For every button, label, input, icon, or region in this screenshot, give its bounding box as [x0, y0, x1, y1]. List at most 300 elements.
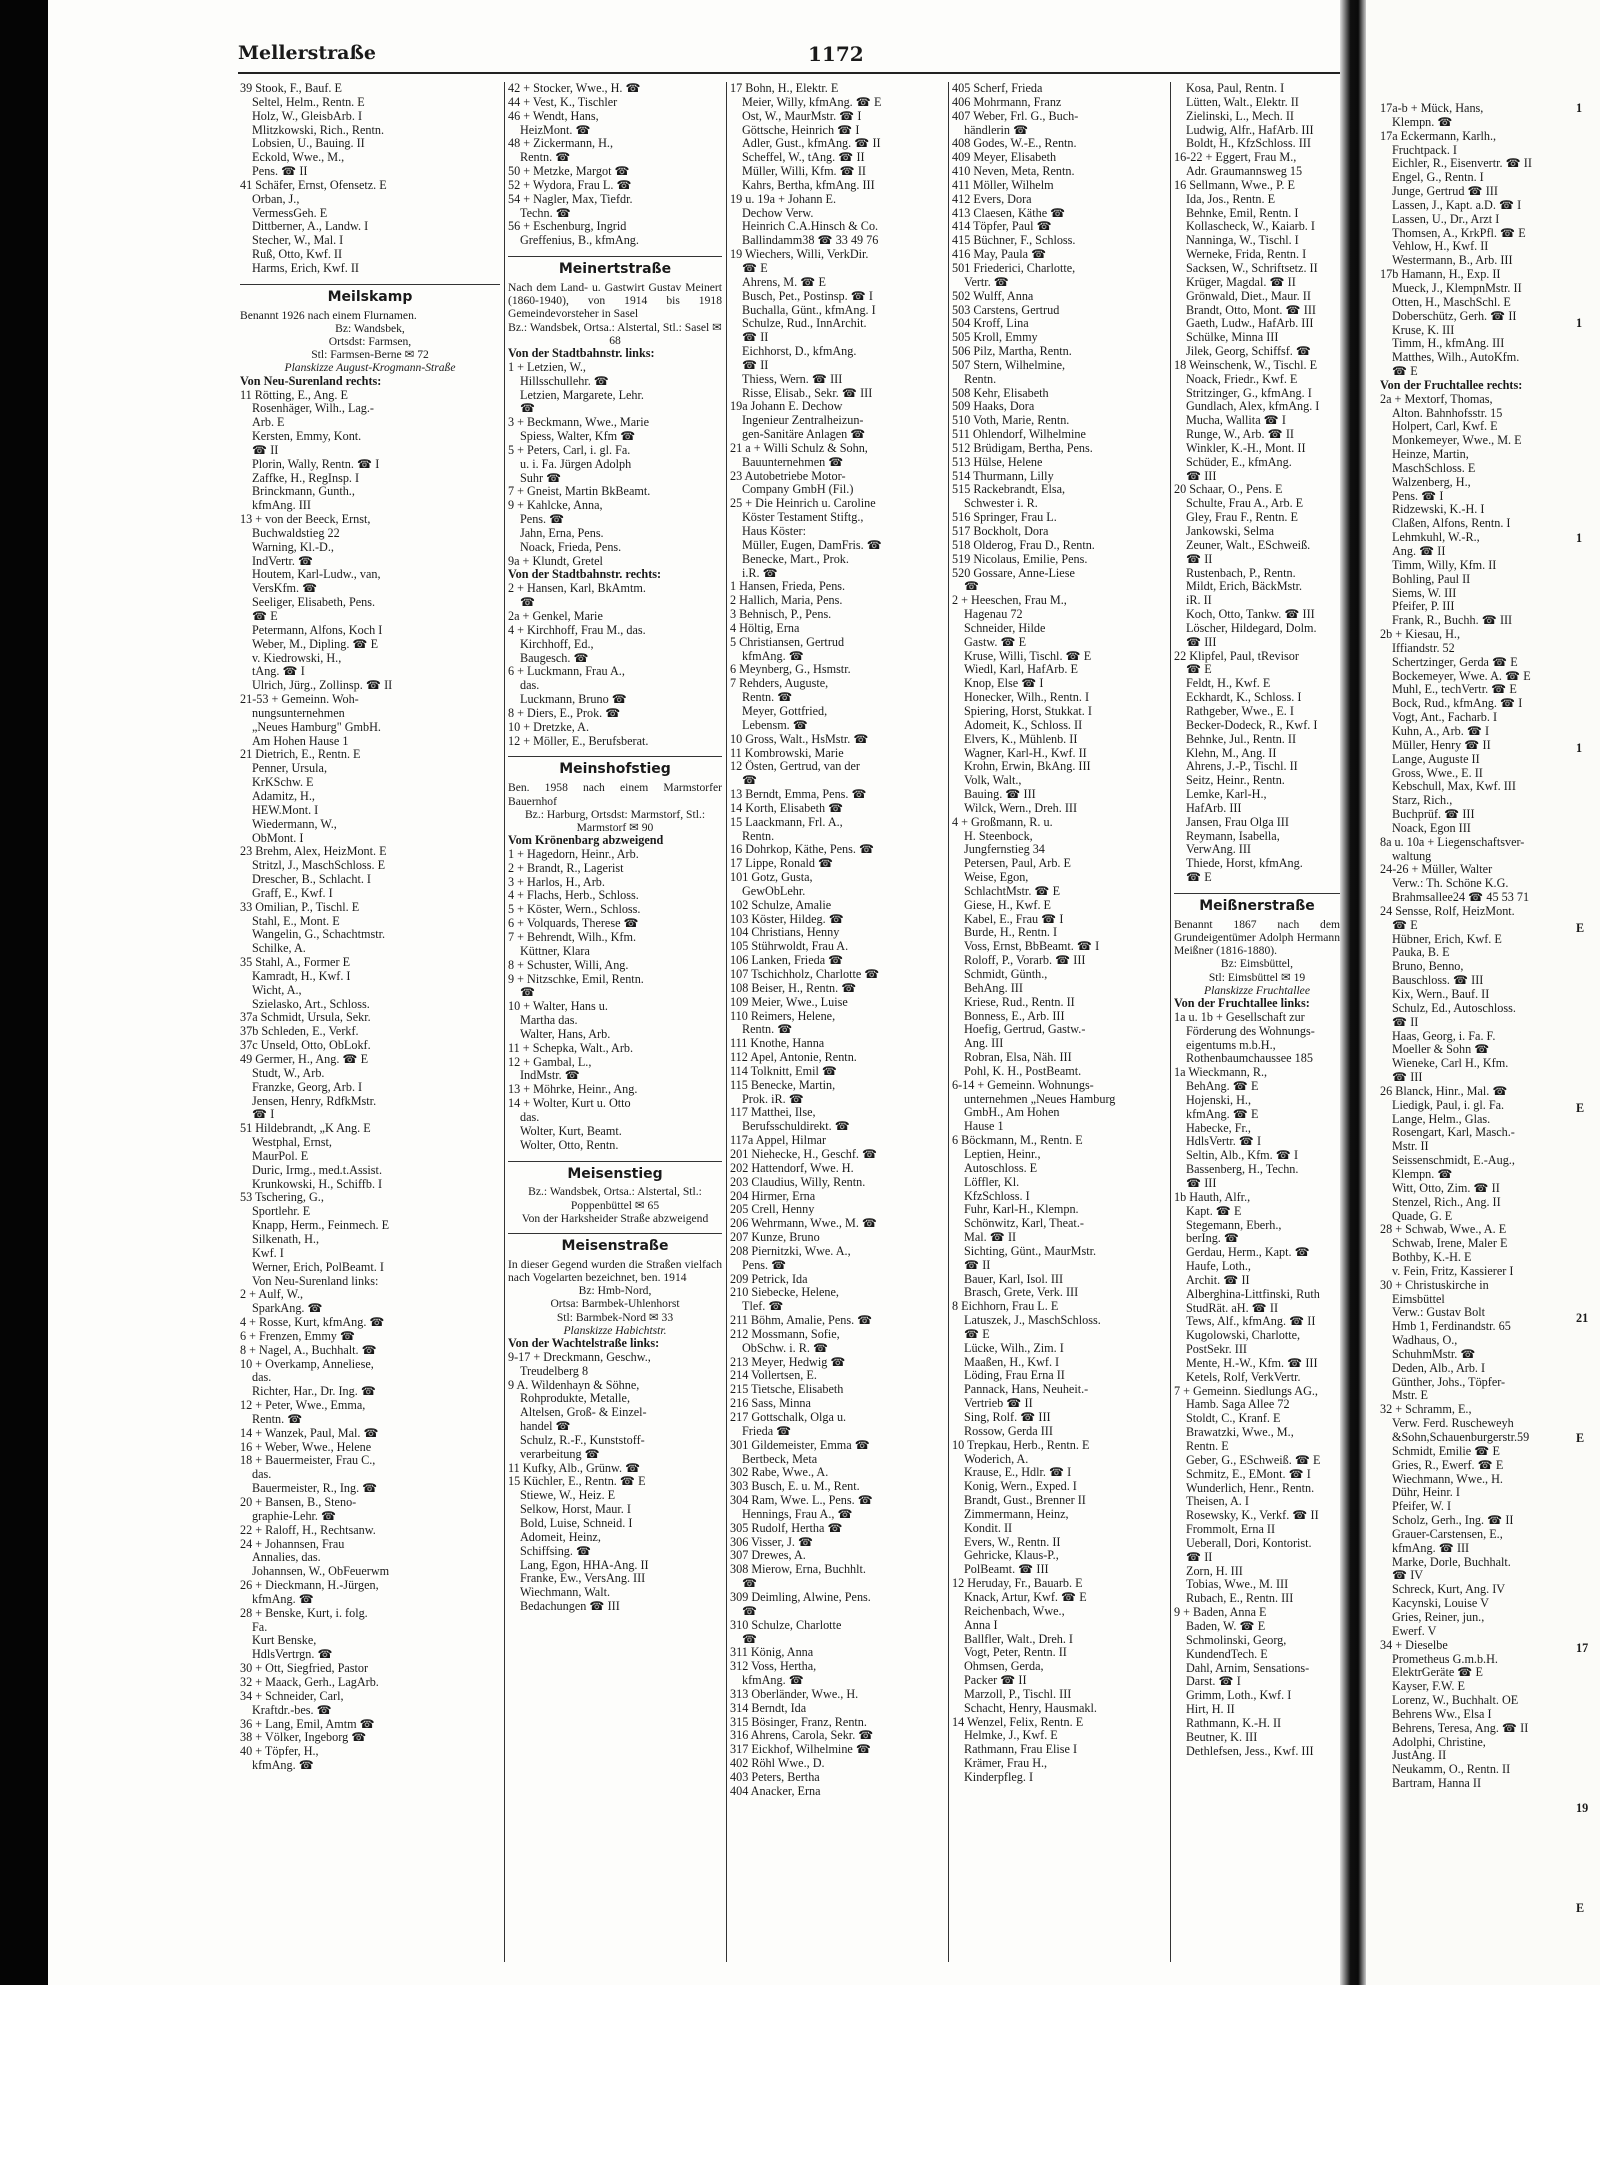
directory-entry: ☎ III [1392, 1071, 1423, 1085]
directory-entry: 2 + Aulf, W., [240, 1288, 304, 1302]
directory-entry: Matthes, Wilh., AutoKfm. [1392, 351, 1520, 365]
directory-entry: Lemke, Karl-H., [1186, 788, 1267, 802]
directory-entry: Ang. ☎ II [1392, 545, 1446, 558]
directory-entry: Walter, Hans, Arb. [520, 1027, 611, 1041]
directory-entry: Voss, Ernst, BbBeamt. ☎ I [964, 940, 1100, 954]
directory-entry: 17 Lippe, Ronald ☎ [730, 857, 834, 871]
directory-entry: 312 Voss, Hertha, [730, 1660, 817, 1674]
directory-entry: Gries, R., Ewerf. ☎ E [1392, 1458, 1504, 1472]
directory-entry: Selkow, Horst, Maur. I [520, 1503, 631, 1517]
directory-entry: 11 Kufky, Alb., Grünw. ☎ [508, 1461, 641, 1475]
directory-entry: Kahrs, Bertha, kfmAng. III [742, 178, 875, 192]
directory-entry: Ewerf. V [1392, 1624, 1437, 1638]
directory-entry: Bedachungen ☎ III [520, 1600, 620, 1614]
directory-entry: Kugolowski, Charlotte, [1186, 1329, 1301, 1343]
directory-entry: 28 + Schwab, Wwe., A. E [1380, 1223, 1507, 1237]
directory-entry: ☎ II [252, 443, 279, 457]
directory-entry: 515 Rackebrandt, Elsa, [952, 483, 1066, 497]
directory-entry: Gastw. ☎ E [964, 635, 1027, 649]
directory-entry: iR. II [1186, 594, 1212, 608]
plan-sketch-reference: Planskizze August-Krogmann-Straße [284, 361, 456, 375]
directory-entry: 10 + Walter, Hans u. [508, 1000, 608, 1014]
directory-entry: Bonness, E., Arb. III [964, 1009, 1065, 1023]
directory-entry: 519 Nicolaus, Emilie, Pens. [952, 552, 1088, 566]
directory-entry: IndVertr. ☎ [252, 554, 314, 568]
directory-entry: 217 Gottschalk, Olga u. [730, 1411, 847, 1424]
directory-entry: 16 Sellmann, Wwe., P. E [1174, 178, 1295, 192]
directory-entry: Franke, Ew., VersAng. III [520, 1572, 646, 1586]
directory-entry: ☎ E [1186, 871, 1212, 885]
directory-entry: Knapp, Herm., Feinmech. E [252, 1219, 390, 1233]
plan-sketch-reference: Planskizze Fruchtallee [1204, 983, 1310, 997]
directory-entry: 9 A. Wildenhayn & Söhne, [508, 1378, 640, 1392]
directory-entry: Günther, Johs., Töpfer- [1392, 1375, 1506, 1389]
directory-entry: Gundlach, Alex, kfmAng. I [1186, 400, 1320, 414]
directory-entry: Seltin, Alb., Kfm. ☎ I [1186, 1149, 1299, 1163]
directory-entry: 306 Visser, J. ☎ [730, 1535, 814, 1549]
directory-entry: Ketels, Rolf, VerkVertr. [1186, 1370, 1301, 1384]
section-direction-label: Von Neu-Surenland rechts: [240, 374, 382, 388]
directory-entry: Doberschütz, Gerh. ☎ II [1392, 309, 1517, 323]
directory-entry: Rentn. ☎ [742, 1023, 793, 1037]
directory-entry: 513 Hülse, Helene [952, 455, 1043, 469]
directory-column-1 [240, 82, 500, 1972]
directory-entry: Junge, Gertrud ☎ III [1392, 185, 1498, 199]
directory-entry: 10 Gross, Walt., HsMstr. ☎ [730, 732, 869, 746]
directory-entry: Alberghina-Littfinski, Ruth [1186, 1287, 1320, 1301]
directory-entry: 13 Berndt, Emma, Pens. ☎ [730, 788, 867, 802]
directory-entry: Rohprodukte, Metalle, [520, 1392, 631, 1406]
directory-entry: Rentn. [964, 372, 997, 386]
directory-entry: 1 + Letzien, W., [508, 360, 586, 374]
directory-column-3 [730, 82, 944, 1972]
directory-entry: Scholz, Gerh., Ing. ☎ II [1392, 1514, 1514, 1528]
directory-entry: Thiess, Wern. ☎ III [742, 372, 843, 386]
directory-entry: Otten, H., MaschSchl. E [1392, 295, 1511, 309]
directory-entry: 216 Sass, Minna [730, 1397, 811, 1411]
directory-entry: Haufe, Loth., [1186, 1260, 1251, 1274]
directory-entry: Ulrich, Jürg., Zollinsp. ☎ II [252, 679, 393, 693]
directory-entry: MaurPol. E [252, 1149, 309, 1163]
directory-entry: Ahrens, J.-P., Tischl. II [1186, 760, 1298, 774]
directory-entry: Wiechmann, Walt. [520, 1586, 611, 1600]
street-district-info: Bz: Eimsbüttel, [1220, 957, 1294, 971]
section-direction-label: Vom Krönenbarg abzweigend [508, 834, 664, 848]
directory-entry: 305 Rudolf, Hertha ☎ [730, 1521, 843, 1535]
directory-entry: Vogt, Peter, Rentn. II [964, 1646, 1067, 1660]
directory-entry: Lange, Auguste II [1392, 752, 1480, 766]
directory-entry: 203 Claudius, Willy, Rentn. [730, 1175, 866, 1189]
directory-entry: Richter, Har., Dr. Ing. ☎ [252, 1385, 377, 1399]
directory-entry: Hirt, H. II [1186, 1703, 1235, 1717]
directory-entry: 34 + Schneider, Carl, [240, 1689, 344, 1703]
directory-entry: 18 + Bauermeister, Frau C., [240, 1454, 376, 1468]
directory-entry: Bauschloss. ☎ III [1392, 974, 1484, 988]
directory-entry: Schreck, Kurt, Ang. IV [1392, 1583, 1506, 1597]
directory-entry: Brandt, Otto, Mont. ☎ III [1186, 303, 1316, 317]
directory-entry: BehAng. ☎ E [1186, 1080, 1259, 1094]
directory-entry: 7 Rehders, Auguste, [730, 677, 829, 691]
directory-entry: 520 Gossare, Anne-Liese [952, 566, 1075, 580]
directory-entry: Kuhn, A., Arb. ☎ I [1392, 724, 1490, 738]
facing-page-fragment: 1 [1576, 741, 1583, 755]
directory-entry: 512 Brüdigam, Bertha, Pens. [952, 441, 1093, 455]
directory-entry: Marke, Dorle, Buchhalt. [1392, 1555, 1511, 1569]
directory-entry: Woderich, A. [964, 1452, 1029, 1466]
directory-entry: Sportlehr. E [252, 1205, 311, 1219]
directory-entry: 12 + Gambal, L., [508, 1055, 592, 1069]
directory-entry: ☎ E [1392, 365, 1418, 379]
directory-entry: Quade, G. E [1392, 1209, 1453, 1223]
directory-entry: KrKSchw. E [252, 776, 314, 790]
directory-entry: kfmAng. III [252, 499, 311, 513]
directory-entry: Walzenberg, H., [1392, 475, 1471, 489]
directory-entry: Buchalla, Günt., kfmAng. I [742, 303, 876, 317]
directory-entry: das. [520, 1110, 540, 1124]
directory-entry: Meyer, Gottfried, [742, 704, 828, 718]
directory-entry: 26 Blanck, Hinr., Mal. ☎ [1380, 1084, 1508, 1098]
directory-entry: Dittberner, A., Landw. I [252, 220, 369, 234]
directory-entry: ☎ IV [1392, 1569, 1424, 1583]
street-heading: Meinertstraße [508, 256, 722, 277]
directory-entry: Darst. ☎ I [1186, 1675, 1241, 1689]
directory-entry: 6 + Luckmann, Frau A., [508, 665, 625, 679]
directory-entry: Haus Köster: [742, 525, 806, 538]
directory-entry: Frank, R., Buchh. ☎ III [1392, 614, 1513, 628]
directory-entry: Neukamm, O., Rentn. II [1392, 1763, 1511, 1777]
facing-page-fragment: E [1576, 1101, 1585, 1115]
directory-entry: Spiering, Horst, Stukkat. I [964, 704, 1092, 718]
directory-page [48, 0, 1340, 1985]
directory-entry: Geber, G., ESchweiß. ☎ E [1186, 1453, 1321, 1467]
directory-entry: 32 + Maack, Gerh., LagArb. [240, 1675, 379, 1689]
directory-entry: SchuhmMstr. ☎ [1392, 1347, 1476, 1361]
directory-entry: Pens. ☎ [520, 513, 565, 527]
directory-entry: Brahmsallee24 ☎ 45 53 71 [1392, 891, 1530, 905]
directory-entry: Westermann, B., Arb. III [1392, 254, 1513, 268]
directory-entry: Frieda ☎ [742, 1424, 792, 1438]
directory-entry: Bauing. ☎ III [964, 788, 1036, 802]
directory-entry: Vogt, Ant., Facharb. I [1392, 711, 1498, 725]
directory-entry: ☎ [964, 580, 980, 594]
directory-entry: 101 Gotz, Gusta, [730, 871, 813, 885]
street-heading: Meisenstieg [508, 1161, 722, 1182]
directory-entry: Hoefig, Gertrud, Gastw.- [964, 1023, 1086, 1037]
directory-entry: 14 Wenzel, Felix, Rentn. E [952, 1715, 1084, 1729]
directory-entry: Schwester i. R. [964, 497, 1038, 511]
directory-entry: 206 Wehrmann, Wwe., M. ☎ [730, 1217, 878, 1231]
directory-entry: Nanninga, W., Tischl. I [1186, 234, 1299, 248]
directory-entry: Grönwald, Diet., Maur. II [1186, 289, 1311, 303]
directory-entry: Bockemeyer, Wwe. A. ☎ E [1392, 669, 1531, 683]
directory-entry: 310 Schulze, Charlotte [730, 1618, 842, 1632]
directory-entry: 403 Peters, Bertha [730, 1770, 820, 1784]
directory-entry: 510 Voth, Marie, Rentn. [952, 414, 1070, 428]
directory-entry: händlerin ☎ [964, 123, 1029, 137]
directory-entry: handel ☎ [520, 1420, 571, 1434]
directory-entry: Rathgeber, Wwe., E. I [1186, 704, 1294, 718]
directory-entry: Stecher, W., Mal. I [252, 234, 344, 248]
directory-entry: 4 + Rosse, Kurt, kfmAng. ☎ [240, 1316, 385, 1330]
directory-entry: Spiess, Walter, Kfm ☎ [520, 430, 636, 444]
directory-entry: Brawatzki, Wwe., M., [1186, 1426, 1294, 1440]
directory-entry: 17a Eckermann, Karlh., [1380, 129, 1497, 143]
directory-entry: 21 Dietrich, E., Rentn. E [240, 748, 361, 762]
directory-entry: 23 Autobetriebe Motor- [730, 469, 846, 483]
directory-entry: Verw. Ferd. Ruscheweyh [1392, 1417, 1514, 1431]
directory-entry: Marzoll, P., Tischl. III [964, 1687, 1072, 1701]
section-direction-label: Von der Stadtbahnstr. rechts: [508, 568, 662, 582]
directory-entry: 42 + Stocker, Wwe., H. ☎ [508, 82, 641, 95]
street-district-info: Ortsa: Barmbek-Uhlenhorst [550, 1297, 680, 1311]
directory-entry: Luckmann, Bruno ☎ [520, 693, 627, 707]
directory-entry: Mstr. II [1392, 1140, 1429, 1154]
directory-entry: Hagenau 72 [964, 608, 1023, 622]
directory-entry: 54 + Nagler, Max, Tiefdr. [508, 192, 633, 206]
directory-entry: Jungfernstieg 34 [964, 843, 1045, 857]
directory-entry: Küttner, Klara [520, 944, 590, 958]
facing-page-fragment: E [1576, 1901, 1585, 1915]
directory-entry: 214 Vollertsen, E. [730, 1369, 817, 1383]
directory-entry: 204 Hirmer, Erna [730, 1189, 816, 1203]
directory-entry: 8 + Schuster, Willi, Ang. [508, 958, 629, 972]
directory-entry: 106 Lanken, Frieda ☎ [730, 954, 844, 968]
directory-entry: Wiedl, Karl, HafArb. E [964, 663, 1078, 677]
directory-entry: Penner, Ursula, [252, 762, 327, 776]
street-heading: Meilskamp [240, 284, 500, 305]
directory-entry: 302 Rabe, Wwe., A. [730, 1466, 829, 1480]
directory-entry: Fuhr, Karl-H., Klempn. [964, 1203, 1079, 1217]
directory-entry: Gerdau, Herm., Kapt. ☎ [1186, 1246, 1310, 1260]
directory-entry: 8 Eichhorn, Frau L. E [952, 1300, 1059, 1314]
directory-entry: Müller, Eugen, DamFris. ☎ [742, 538, 882, 552]
directory-entry: 105 Stührwoldt, Frau A. [730, 940, 849, 954]
directory-entry: 207 Kunze, Bruno [730, 1231, 820, 1245]
directory-entry: Sichting, Günt., MaurMstr. [964, 1244, 1097, 1258]
directory-entry: Fruchtpack. I [1392, 143, 1457, 157]
directory-entry: 4 + Flachs, Herb., Schloss. [508, 889, 639, 903]
street-heading: Meinshofstieg [508, 756, 722, 777]
directory-entry: Seeliger, Elisabeth, Pens. [252, 596, 376, 610]
directory-entry: 415 Büchner, F., Schloss. [952, 234, 1076, 248]
directory-entry: Weber, M., Dipling. ☎ E [252, 637, 379, 651]
directory-entry: Krämer, Frau H., [964, 1757, 1048, 1771]
directory-entry: Förderung des Wohnungs- [1186, 1024, 1315, 1038]
directory-entry: v. Fein, Fritz, Kassierer I [1392, 1264, 1514, 1278]
directory-entry: Gehricke, Klaus-P., [964, 1549, 1059, 1563]
directory-entry: 307 Drewes, A. [730, 1549, 806, 1563]
directory-entry: 412 Evers, Dora [952, 192, 1032, 206]
directory-entry: Ingenieur Zentralheizun- [742, 414, 864, 428]
directory-entry: 215 Tietsche, Elisabeth [730, 1383, 844, 1397]
directory-entry: Hojenski, H., [1186, 1093, 1251, 1107]
directory-entry: 109 Meier, Wwe., Luise [730, 995, 848, 1009]
directory-entry: 409 Meyer, Elisabeth [952, 151, 1057, 165]
directory-entry: berIng. ☎ [1186, 1232, 1240, 1246]
directory-entry: Graff, E., Kwf. I [252, 886, 333, 900]
directory-entry: MaschSchloss. E [1392, 461, 1476, 475]
directory-entry: Kapt. ☎ E [1186, 1204, 1242, 1218]
directory-entry: Fa. [252, 1620, 268, 1634]
directory-entry: 311 König, Anna [730, 1646, 814, 1660]
section-direction-label: Von der Fruchtallee links: [1174, 997, 1310, 1010]
directory-entry: Brinckmann, Gunth., [252, 485, 355, 499]
directory-entry: SchlachtMstr. ☎ E [964, 884, 1061, 898]
directory-entry: Stenzel, Rich., Ang. II [1392, 1195, 1501, 1209]
directory-entry: Arb. E [252, 416, 285, 430]
directory-entry: Evers, W., Rentn. II [964, 1535, 1061, 1549]
directory-entry: 18 Weinschenk, W., Tischl. E [1174, 358, 1318, 372]
directory-entry: kfmAng. ☎ [252, 1759, 314, 1773]
directory-entry: 22 Klipfel, Paul, tRevisor [1174, 649, 1299, 663]
directory-entry: Vertr. ☎ [964, 275, 1009, 289]
directory-entry: Rathmann, K.-H. II [1186, 1716, 1282, 1730]
directory-entry: Adolphi, Christine, [1392, 1735, 1486, 1749]
directory-entry: ☎ [742, 1577, 758, 1591]
directory-entry: Frommolt, Erna II [1186, 1523, 1276, 1537]
directory-entry: Silkenath, H., [252, 1232, 320, 1246]
street-district-info: Stl: Barmbek-Nord ✉ 33 [556, 1310, 674, 1324]
directory-entry: Holpert, Carl, Kwf. E [1392, 420, 1498, 434]
directory-entry: Meier, Willy, kfmAng. ☎ E [742, 95, 882, 109]
directory-entry: Klehn, M., Ang. II [1186, 746, 1277, 760]
directory-entry: 12 Östen, Gertrud, van der [730, 760, 860, 774]
directory-entry: Engel, G., Rentn. I [1392, 171, 1484, 185]
directory-entry: kfmAng. ☎ E [1186, 1107, 1259, 1121]
directory-entry: 6 Meynberg, G., Hsmstr. [730, 663, 851, 677]
directory-entry: Martha das. [520, 1014, 578, 1028]
directory-entry: 413 Claesen, Käthe ☎ [952, 206, 1066, 220]
directory-entry: Knack, Artur, Kwf. ☎ E [964, 1590, 1087, 1604]
directory-entry: SparkAng. ☎ [252, 1302, 323, 1316]
directory-entry: Bauunternehmen ☎ [742, 455, 844, 469]
directory-entry: Reymann, Isabella, [1186, 829, 1280, 843]
directory-column-4 [952, 82, 1166, 1972]
directory-entry: 314 Berndt, Ida [730, 1701, 807, 1715]
directory-entry: 404 Anacker, Erna [730, 1784, 821, 1798]
directory-entry: Eichhorst, D., kfmAng. [742, 345, 857, 359]
directory-entry: Kondit. II [964, 1521, 1013, 1535]
directory-entry: Schneider, Hilde [964, 621, 1046, 635]
facing-page-fragment: 17 [1576, 1641, 1589, 1655]
directory-entry: 15 Küchler, E., Rentn. ☎ E [508, 1475, 646, 1489]
directory-entry: Witt, Otto, Zim. ☎ II [1392, 1181, 1500, 1195]
directory-entry: 1a Wieckmann, R., [1174, 1066, 1268, 1080]
directory-entry: Rentn. [742, 829, 775, 843]
directory-entry: Ridzewski, K.-H. I [1392, 503, 1485, 517]
directory-entry: Dechow Verw. [742, 206, 814, 220]
directory-entry: ☎ [742, 1604, 758, 1618]
directory-entry: Vehlow, H., Kwf. II [1392, 240, 1489, 254]
directory-entry: 2a + Mextorf, Thomas, [1380, 392, 1493, 406]
directory-entry: Schmolinski, Georg, [1186, 1633, 1287, 1647]
directory-entry: 10 + Overkamp, Anneliese, [240, 1357, 374, 1371]
directory-entry: ☎ [520, 986, 536, 1000]
street-district-info: Stl: Farmsen-Berne ✉ 72 [311, 348, 429, 362]
directory-entry: Moeller & Sohn ☎ [1392, 1043, 1490, 1057]
directory-entry: Wiedermann, W., [252, 817, 337, 831]
directory-entry: Petersen, Paul, Arb. E [964, 857, 1071, 871]
directory-entry: 28 + Benske, Kurt, i. folg. [240, 1606, 368, 1620]
column-divider [948, 82, 949, 1962]
directory-entry: Warning, Kl.-D., [252, 540, 334, 554]
directory-entry: Mlitzkowski, Rich., Rentn. [252, 123, 385, 137]
directory-entry: Kinderpfleg. I [964, 1770, 1034, 1784]
directory-entry: Helmke, J., Kwf. E [964, 1729, 1058, 1743]
directory-entry: Müller, Willi, Kfm. ☎ II [742, 165, 866, 179]
directory-entry: Wicht, A., [252, 983, 302, 997]
directory-entry: 117 Matthei, Ilse, [730, 1106, 816, 1120]
directory-entry: 9a + Klundt, Gretel [508, 554, 603, 568]
directory-entry: Adler, Gust., kfmAng. ☎ II [742, 137, 881, 151]
directory-entry: Dahl, Arnim, Sensations- [1186, 1661, 1310, 1675]
directory-entry: 411 Möller, Wilhelm [952, 178, 1054, 192]
directory-entry: ☎ II [1392, 1015, 1419, 1029]
directory-entry: gen-Sanitäre Anlagen ☎ [742, 428, 866, 442]
directory-entry: 19a Johann E. Dechow [730, 400, 843, 414]
directory-entry: eigentums m.b.H., [1186, 1038, 1276, 1052]
directory-entry: Am Hohen Hause 1 [252, 734, 349, 748]
directory-entry: das. [252, 1371, 272, 1385]
directory-entry: ☎ [520, 402, 536, 416]
directory-entry: 35 Stahl, A., Former E [240, 956, 351, 970]
directory-entry: 103 Köster, Hildeg. ☎ [730, 912, 844, 926]
directory-entry: v. Kiedrowski, H., [252, 651, 342, 665]
directory-entry: Grauer-Carstensen, E., [1392, 1527, 1503, 1541]
directory-entry: 212 Mossmann, Sofie, [730, 1327, 840, 1341]
directory-entry: Stiewe, W., Heiz. E [520, 1489, 616, 1503]
directory-entry: Wunderlich, Henr., Rentn. [1186, 1481, 1315, 1495]
directory-entry: 7 + Gemeinn. Siedlungs AG., [1174, 1384, 1318, 1398]
directory-entry: VerwAng. III [1186, 843, 1251, 857]
book-gutter [1340, 0, 1366, 1985]
street-district-info: Bz.: Wandsbek, Ortsa.: Alstertal, Stl.: Poppenbüttel ✉ 65 [528, 1185, 702, 1212]
directory-entry: Tews, Alf., kfmAng. ☎ II [1186, 1315, 1316, 1329]
directory-entry: Brandt, Gust., Brenner II [964, 1494, 1086, 1508]
directory-entry: Ohmsen, Gerda, [964, 1660, 1044, 1674]
directory-entry: 416 May, Paula ☎ [952, 248, 1047, 262]
directory-entry: Adomeit, K., Schloss. II [964, 718, 1083, 732]
directory-entry: Mstr. E [1392, 1389, 1428, 1403]
directory-entry: Hamb. Saga Allee 72 [1186, 1398, 1290, 1412]
directory-entry: StudRät. aH. ☎ II [1186, 1301, 1279, 1315]
directory-entry: Maaßen, H., Kwf. I [964, 1355, 1060, 1369]
directory-entry: Schulze, Rud., InnArchit. [742, 317, 867, 331]
directory-entry: Bassenberg, H., Techn. [1186, 1163, 1299, 1177]
directory-entry: 11 + Schepka, Walt., Arb. [508, 1041, 634, 1055]
directory-entry: 518 Olderog, Frau D., Rentn. [952, 538, 1095, 552]
directory-entry: Stahl, E., Mont. E [252, 914, 340, 928]
directory-entry: Schwab, Irene, Maler E [1392, 1237, 1508, 1251]
directory-entry: Köster Testament Stiftg., [742, 511, 864, 525]
directory-entry: Lobsien, U., Bauing. II [252, 137, 365, 151]
directory-entry: Mueck, J., KlempnMstr. II [1392, 281, 1522, 295]
directory-entry: 508 Kehr, Elisabeth [952, 386, 1049, 400]
directory-entry: Zielinski, L., Mech. II [1186, 109, 1294, 123]
directory-entry: 8 + Nagel, A., Buchhalt. ☎ [240, 1343, 377, 1357]
directory-entry: Bold, Luise, Schneid. I [520, 1517, 633, 1530]
directory-entry: Leptien, Heinr., [964, 1147, 1041, 1161]
street-description: Nach dem Land- u. Gastwirt Gustav Meinert (1860-1940), von 1914 bis 1918 Gemeindevorsteher in Sasel [508, 280, 722, 321]
column-divider [1170, 82, 1171, 1962]
directory-entry: 2 + Brandt, R., Lagerist [508, 861, 624, 875]
directory-entry: Westphal, Ernst, [252, 1136, 332, 1150]
directory-entry: Busch, Pet., Postinsp. ☎ I [742, 289, 873, 303]
directory-entry: JustAng. II [1392, 1749, 1447, 1763]
directory-entry: Rathmann, Frau Elise I [964, 1743, 1078, 1757]
section-direction-label: Von der Stadtbahnstr. links: [508, 346, 655, 360]
directory-entry: Hillsschullehr. ☎ [520, 374, 609, 388]
